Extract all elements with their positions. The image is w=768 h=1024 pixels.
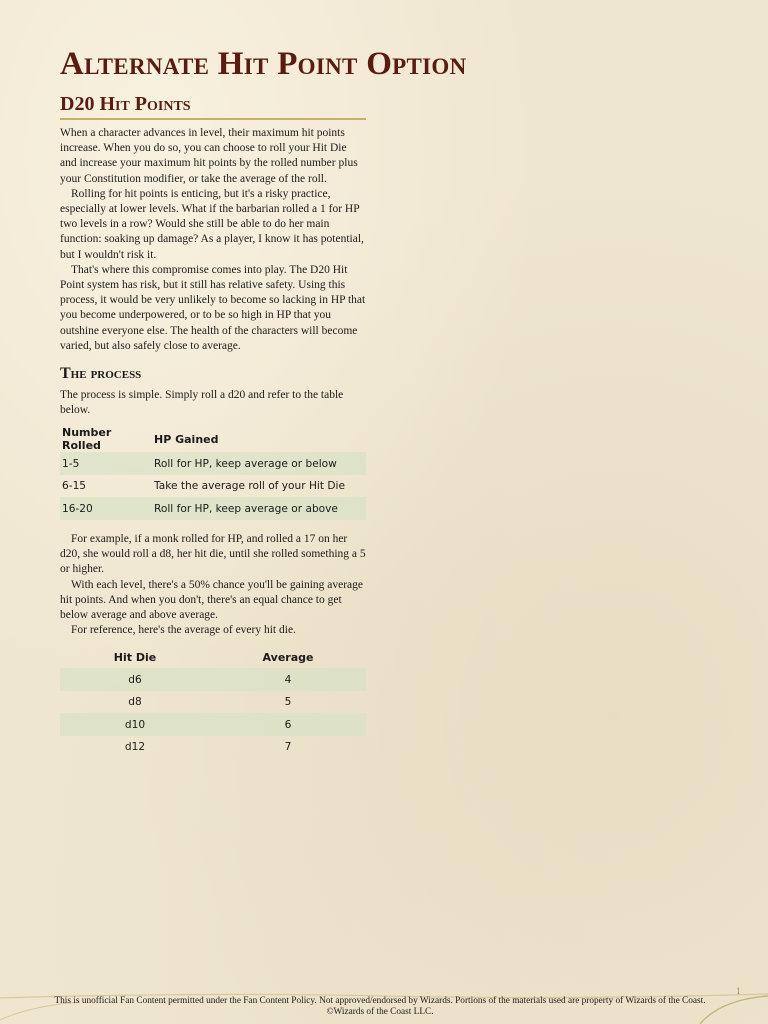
reference-paragraph: For reference, here's the average of every hit die. <box>71 624 296 637</box>
roll-table <box>60 426 366 520</box>
column-header: Number Rolled <box>62 426 112 453</box>
table-cell: 6 <box>208 713 366 736</box>
table-cell: 4 <box>208 668 366 691</box>
process-heading: The process <box>60 365 142 383</box>
hit-die-table <box>60 646 366 758</box>
column-header: Hit Die <box>113 650 157 664</box>
main-column <box>60 92 366 758</box>
compromise-paragraph: That's where this compromise comes into play. The D20 Hit Point system has risk, but it still has relative safety. Using this process, it would be very unlikely to become so lacking in HP that you become underpowered, or to be so high in HP that you outshine everyone else. The health of the characters will become varied, but also safely close to average. <box>60 263 366 352</box>
table-row <box>60 497 366 520</box>
table-cell: 6-15 <box>62 480 87 493</box>
section-heading: D20 Hit Points <box>60 92 366 120</box>
table-cell: Take the average roll of your Hit Die <box>154 480 346 493</box>
chance-paragraph: With each level, there's a 50% chance you'll be gaining average hit points. And when you don't, there's an equal chance to get below average and above average. <box>60 578 364 621</box>
table-row <box>60 668 366 691</box>
table-row <box>60 736 366 759</box>
table-row <box>60 475 366 498</box>
page-title: Alternate Hit Point Option <box>60 46 467 82</box>
risk-paragraph: Rolling for hit points is enticing, but it's a risky practice, especially at lower levels. What if the barbarian rolled a 1 for HP two levels in a row? Would she still be able to do her main function: soaking up damage? As a player, I know it has potential, but I wouldn't risk it. <box>60 187 364 261</box>
column-header: Average <box>262 650 314 664</box>
table-cell: 7 <box>284 741 292 754</box>
intro-paragraph: When a character advances in level, their maximum hit points increase. When you do so, you can choose to roll your Hit Die and increase your maximum hit points by the rolled number plus your Constitution modifier, or take the average of the roll. <box>60 127 358 185</box>
footer-legal-text: This is unofficial Fan Content permitted under the Fan Content Policy. Not approved/endorsed by Wizards. Portions of the materials used are property of Wizards of the Coast. ©Wizards of the Coast LLC. <box>54 996 706 1017</box>
table-cell: 5 <box>284 696 292 709</box>
table-header-row <box>60 426 366 452</box>
table-cell: 1-5 <box>60 452 152 475</box>
table-cell: d6 <box>60 668 208 691</box>
table-cell: Roll for HP, keep average or above <box>152 497 366 520</box>
table-row <box>60 691 366 714</box>
table-row <box>60 452 366 475</box>
column-header: HP Gained <box>154 432 219 446</box>
process-intro: The process is simple. Simply roll a d20 and refer to the table below. <box>60 389 344 417</box>
table-cell: 16-20 <box>60 497 152 520</box>
page-number: 1 <box>736 986 741 996</box>
table-header-row <box>60 646 366 668</box>
table-cell: d8 <box>128 696 142 709</box>
table-cell: Roll for HP, keep average or below <box>152 452 366 475</box>
table-cell: d12 <box>124 741 146 754</box>
example-paragraph: For example, if a monk rolled for HP, and rolled a 17 on her d20, she would roll a d8, her hit die, until she rolled something a 5 or higher. <box>60 532 366 576</box>
table-row <box>60 713 366 736</box>
table-cell: d10 <box>60 713 208 736</box>
